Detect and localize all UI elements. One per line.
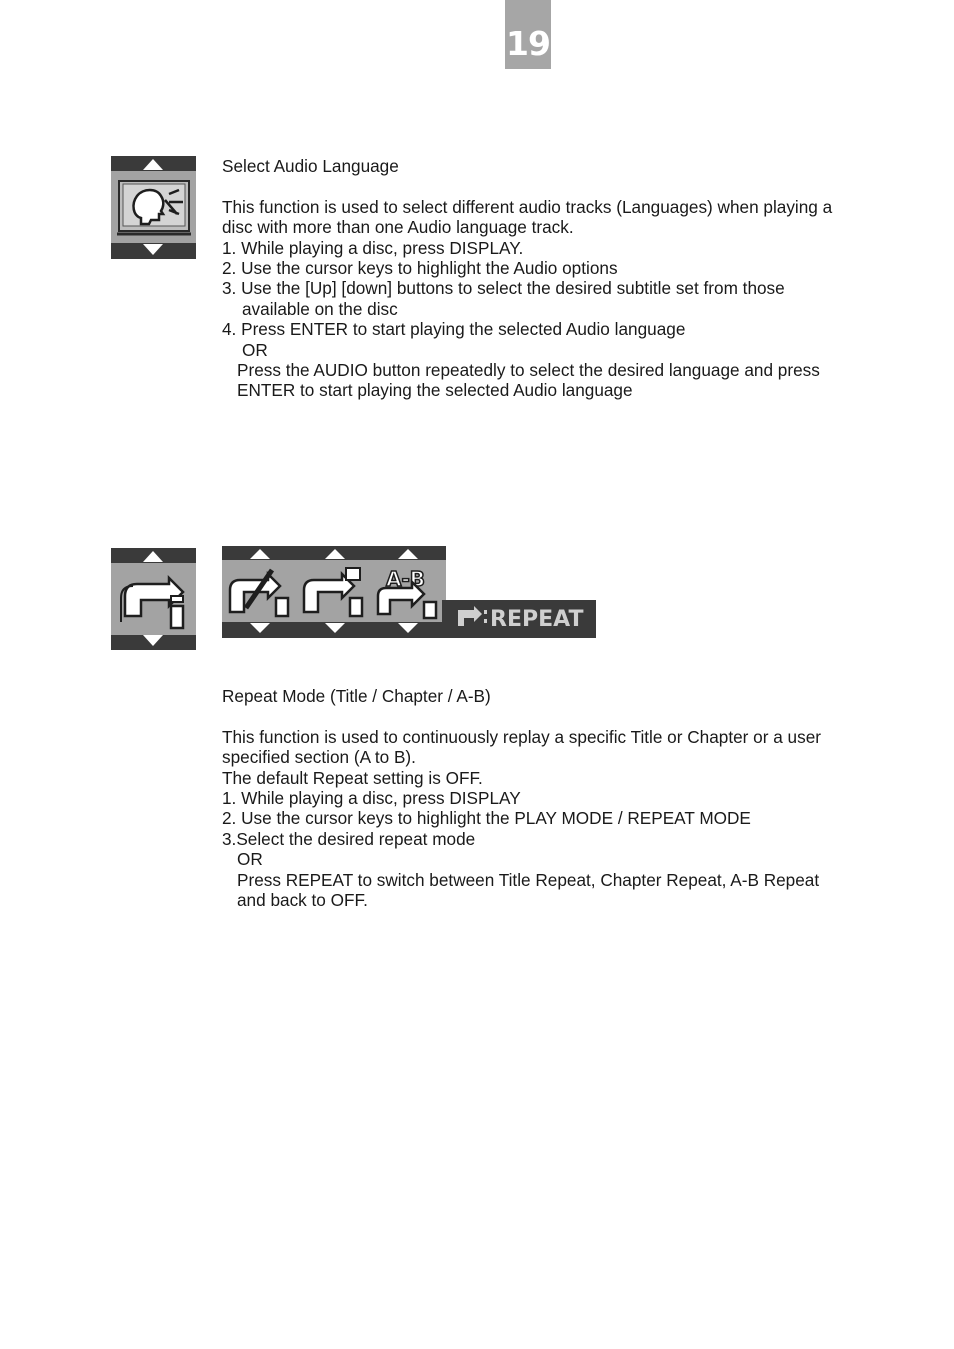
repeat-label: REPEAT <box>490 607 584 632</box>
audio-step: 1. While playing a disc, press DISPLAY. <box>222 237 524 258</box>
repeat-or: OR <box>237 849 263 870</box>
audio-section <box>222 156 852 401</box>
audio-alt: Press the AUDIO button repeatedly to select the desired language and press ENTER to start playing the selected Audio language <box>237 360 820 401</box>
page-number: 19 <box>505 0 551 69</box>
ab-label: A-B <box>386 567 426 591</box>
audio-intro: This function is used to select different audio tracks (Languages) when playing a disc with more than one Audio language track. <box>222 196 833 238</box>
repeat-default: The default Repeat setting is OFF. <box>222 767 483 788</box>
audio-or: OR <box>242 339 268 360</box>
repeat-step: 3.Select the desired repeat mode <box>222 828 476 849</box>
repeat-step: 1. While playing a disc, press DISPLAY <box>222 788 521 809</box>
repeat-osd-strip <box>222 546 596 638</box>
audio-step: 3. Use the [Up] [down] buttons to select the desired subtitle set from those available on the disc <box>222 278 785 319</box>
audio-step: 2. Use the cursor keys to highlight the Audio options <box>222 258 618 279</box>
repeat-intro: This function is used to continuously replay a specific Title or Chapter or a user specified section (A to B). <box>222 726 821 768</box>
audio-step: 4. Press ENTER to start playing the selected Audio language <box>222 319 686 340</box>
audio-language-icon <box>111 156 196 259</box>
repeat-icon <box>111 548 196 650</box>
repeat-heading: Repeat Mode (Title / Chapter / A-B) <box>222 686 491 706</box>
audio-heading: Select Audio Language <box>222 156 399 176</box>
repeat-section <box>222 686 852 910</box>
repeat-alt: Press REPEAT to switch between Title Repeat, Chapter Repeat, A-B Repeat and back to OFF. <box>237 869 820 911</box>
repeat-step: 2. Use the cursor keys to highlight the PLAY MODE / REPEAT MODE <box>222 808 751 829</box>
